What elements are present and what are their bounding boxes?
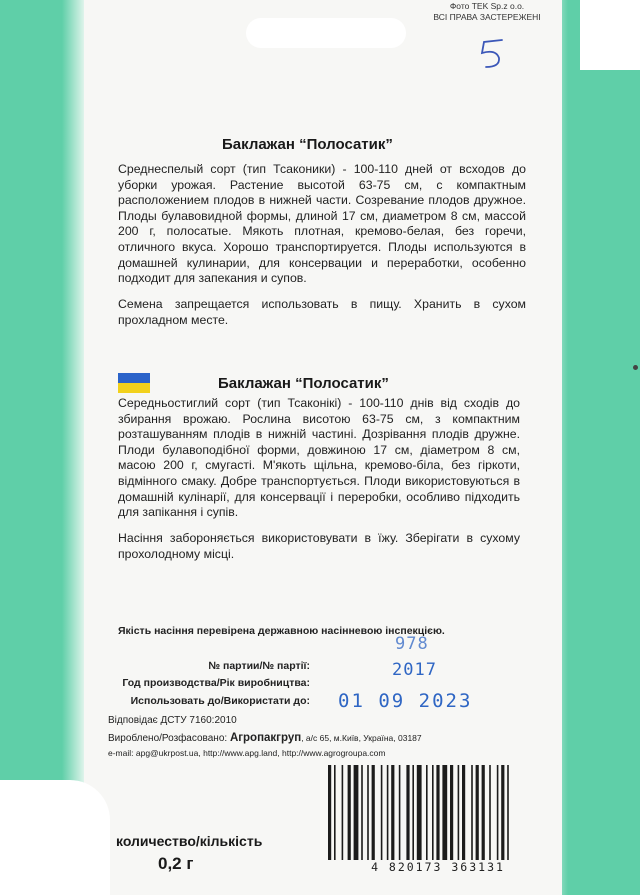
production-year-label: Год производства/Рік виробництва:	[122, 677, 310, 689]
barcode-bar	[342, 765, 344, 870]
barcode-bar	[450, 765, 453, 870]
producer-address: , а/с 65, м.Київ, Україна, 03187	[301, 733, 422, 743]
copyright-line-2: ВСІ ПРАВА ЗАСТЕРЕЖЕНІ	[433, 12, 541, 22]
barcode-bar	[367, 765, 369, 870]
barcode-bar	[501, 765, 504, 870]
barcode-bar	[391, 765, 394, 870]
barcode-bar	[387, 765, 389, 870]
standard-compliance: Відповідає ДСТУ 7160:2010	[108, 715, 237, 726]
copyright-notice	[422, 1, 552, 23]
barcode-bar	[426, 765, 428, 870]
barcode-bar	[334, 765, 336, 870]
production-year-stamp: 2017	[392, 660, 437, 680]
ukraine-flag-icon	[118, 373, 150, 393]
barcode-bar	[436, 765, 439, 870]
barcode-number: 4 820173 363131	[318, 860, 558, 874]
barcode-bar	[507, 765, 509, 870]
quality-inspection-note: Якість насіння перевірена державною насінневою інспекцією.	[118, 625, 445, 637]
description-ua: Середньостиглий сорт (тип Тсаконікі) - 100-110 днів від сходів до збирання врожаю. Рослина висотою 63-75 см, з компактним розташуванням плодів в нижній частині. Дозрівання плодів дружне. Плоди булавоподібної форми, довжиною 17 см, діаметром 8 см, масою 200 г, смугасті. М'якоть щільна, кремово-біла, без гіркоти, відмінного смаку. Добре транспортується. Плоди використовуються в домашній кулінарії, для консервації і переробки, особливо підходить для запікання і супів.	[118, 396, 520, 520]
scan-background-corner	[0, 780, 110, 895]
product-title-ru: Баклажан “Полосатик”	[222, 136, 393, 153]
scan-background-corner-top	[580, 0, 640, 70]
barcode-bar	[497, 765, 499, 870]
barcode-bar	[354, 765, 359, 870]
barcode-bar	[432, 765, 434, 870]
hang-hole-cutout	[246, 18, 406, 48]
barcode-bar	[372, 765, 375, 870]
barcode-bar	[458, 765, 460, 870]
producer-contacts: e-mail: apg@ukrpost.ua, http://www.apg.land, http://www.agrogroupa.com	[108, 748, 386, 758]
barcode-bar	[476, 765, 479, 870]
quantity-label: количество/кількість	[116, 833, 263, 849]
producer-line	[108, 732, 422, 744]
handwritten-5-mark	[472, 36, 512, 72]
warning-ru: Семена запрещается использовать в пищу. Хранить в сухом прохладном месте.	[118, 297, 526, 327]
mint-border-left-fade	[62, 0, 86, 895]
description-ru: Среднеспелый сорт (тип Тсаконики) - 100-110 дней от всходов до уборки урожая. Растение высотой 63-75 см, с компактным расположением плодов в нижней части. Созревание плодов дружное. Плоды булавовидной формы, длиной 17 см, диаметром 8 см, массой 200 г, полосатые. Мякоть плотная, кремово-белая, без горечи, отличного вкуса. Хорошо транспортируется. Плоды используются в домашней кулинарии, для консервации и переработки, особенно подходит для запекания и супов.	[118, 162, 526, 286]
use-by-date-stamp: 01 09 2023	[338, 690, 473, 712]
barcode-bar	[399, 765, 401, 870]
barcode-bar	[489, 765, 491, 870]
barcode-bar	[462, 765, 465, 870]
barcode-bar	[412, 765, 414, 870]
barcode-bar	[348, 765, 351, 870]
product-title-ua: Баклажан “Полосатик”	[218, 375, 389, 392]
producer-name: Агропакгруп	[229, 732, 302, 744]
lot-number-stamp: 978	[395, 634, 429, 654]
scan-dot	[633, 365, 638, 370]
barcode-bar	[471, 765, 473, 870]
producer-prefix: Вироблено/Розфасовано:	[108, 733, 228, 744]
quantity-value: 0,2 г	[158, 854, 194, 873]
barcode-bar	[381, 765, 383, 870]
copyright-line-1: Фото TEK Sp.z o.o.	[449, 1, 525, 11]
warning-ua: Насіння забороняється використовувати в їжу. Зберігати в сухому прохолодному місці.	[118, 531, 520, 561]
barcode-bar	[442, 765, 447, 870]
barcode-bar	[328, 765, 331, 870]
barcode-bar	[482, 765, 485, 870]
barcode-bar	[361, 765, 363, 870]
barcode-bar	[417, 765, 422, 870]
barcode-bar	[406, 765, 409, 870]
use-by-label: Использовать до/Використати до:	[130, 695, 310, 707]
lot-number-label: № партии/№ партії:	[208, 660, 310, 672]
